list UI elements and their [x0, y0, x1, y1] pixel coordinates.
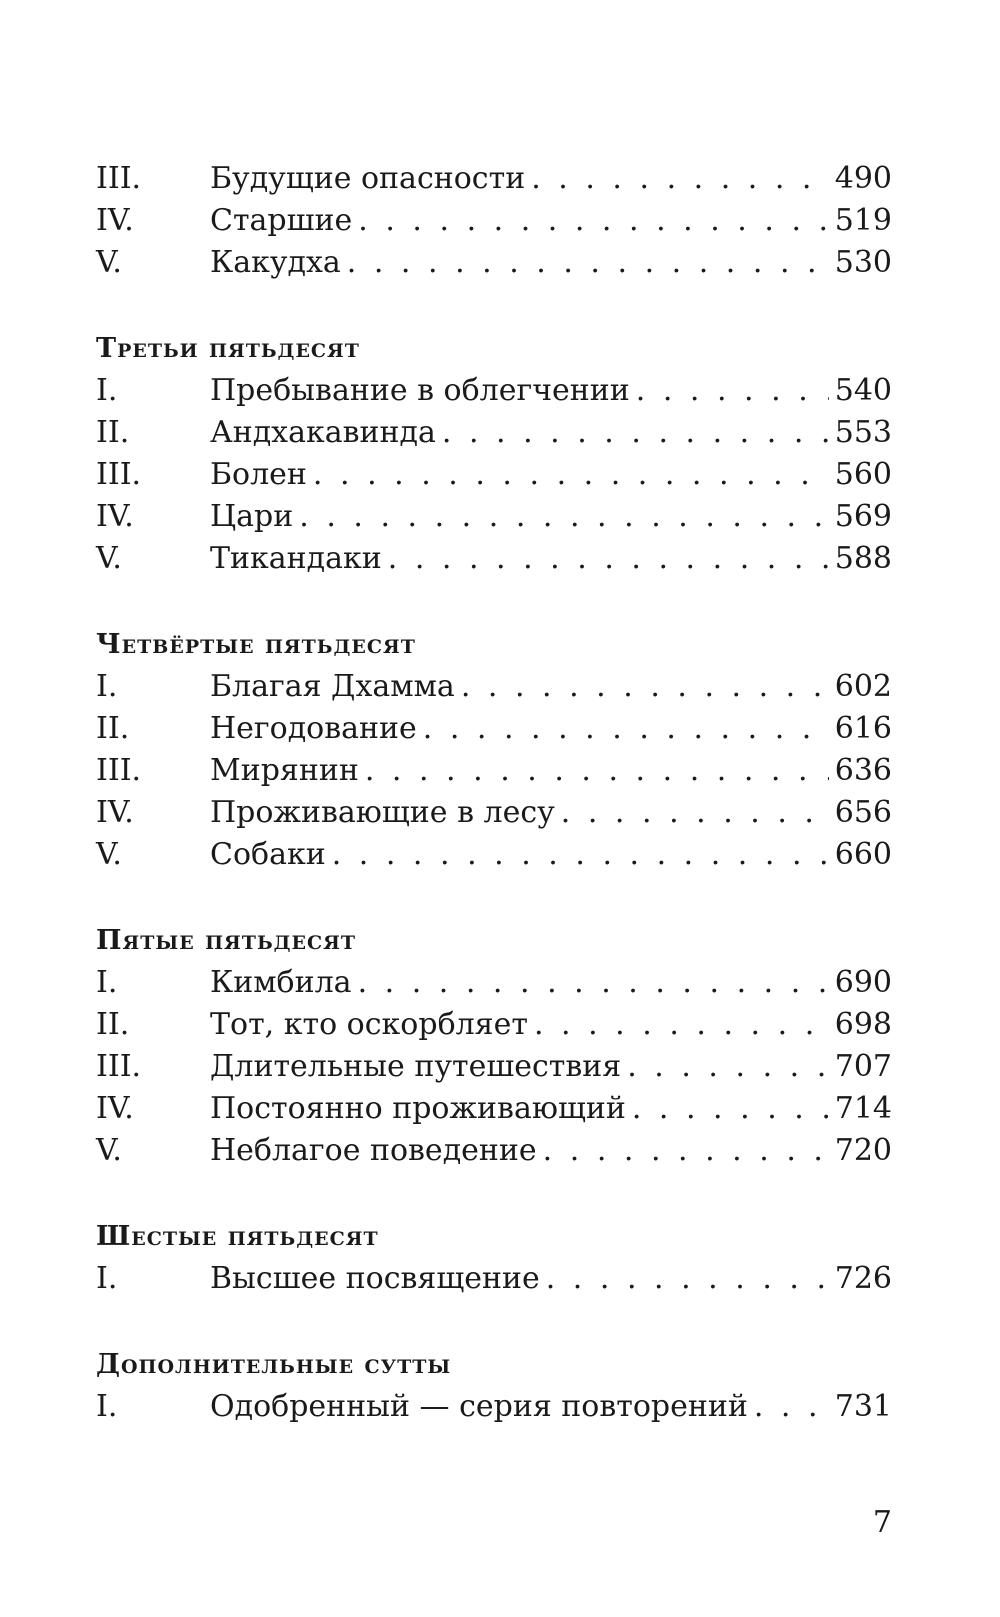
entry-page: 656	[834, 795, 892, 830]
dot-leader	[461, 666, 829, 708]
entry-title: Пребывание в облегчении	[210, 373, 630, 408]
entry-number: IV.	[96, 795, 134, 830]
toc-entry[interactable]	[96, 454, 892, 496]
entry-number: II.	[96, 711, 130, 746]
entry-title: Одобренный — серия повторений	[210, 1389, 748, 1424]
section-heading: Пятые пятьдесят	[96, 925, 357, 956]
toc-entry[interactable]	[96, 708, 892, 750]
dot-leader	[561, 792, 829, 834]
entry-number: I.	[96, 669, 118, 704]
entry-title: Высшее посвящение	[210, 1261, 540, 1296]
entry-number: II.	[96, 415, 130, 450]
toc-entry[interactable]	[96, 496, 892, 538]
dot-leader	[299, 496, 828, 538]
dot-leader	[754, 1386, 829, 1428]
dot-leader	[636, 370, 829, 412]
dot-leader	[313, 454, 829, 496]
toc-entry[interactable]	[96, 1386, 892, 1428]
entry-page: 588	[834, 541, 892, 576]
toc-entry[interactable]	[96, 1088, 892, 1130]
dot-leader	[347, 242, 829, 284]
toc-section-fifth-fifty	[96, 920, 892, 1172]
entry-title: Андхакавинда	[210, 415, 436, 450]
toc-entry[interactable]	[96, 834, 892, 876]
dot-leader	[388, 538, 829, 580]
toc-section-additional-suttas	[96, 1344, 892, 1428]
entry-number: V.	[96, 837, 122, 872]
toc-section-continued	[96, 158, 892, 284]
toc-entry[interactable]	[96, 1130, 892, 1172]
entry-title: Болен	[210, 457, 307, 492]
toc-entry[interactable]	[96, 1004, 892, 1046]
entry-page: 726	[834, 1261, 892, 1296]
entry-page: 707	[834, 1049, 892, 1084]
entry-page: 636	[834, 753, 892, 788]
entry-title: Тот, кто оскорбляет	[210, 1007, 528, 1042]
dot-leader	[534, 1004, 829, 1046]
section-heading: Четвёртые пятьдесят	[96, 629, 416, 660]
entry-title: Какудха	[210, 245, 341, 280]
section-heading: Шестые пятьдесят	[96, 1221, 379, 1252]
dot-leader	[423, 708, 829, 750]
toc-entry[interactable]	[96, 242, 892, 284]
toc-entry[interactable]	[96, 1046, 892, 1088]
dot-leader	[442, 412, 829, 454]
dot-leader	[531, 158, 829, 200]
entry-page: 690	[834, 965, 892, 1000]
toc-entry[interactable]	[96, 412, 892, 454]
toc-entry[interactable]	[96, 792, 892, 834]
entry-number: V.	[96, 245, 122, 280]
entry-number: IV.	[96, 499, 134, 534]
toc-entry[interactable]	[96, 200, 892, 242]
entry-page: 616	[834, 711, 892, 746]
entry-page: 569	[834, 499, 892, 534]
dot-leader	[546, 1258, 829, 1300]
dot-leader	[365, 750, 829, 792]
entry-title: Негодование	[210, 711, 417, 746]
toc-entry[interactable]	[96, 538, 892, 580]
entry-number: II.	[96, 1007, 130, 1042]
entry-title: Тикандаки	[210, 541, 382, 576]
entry-page: 490	[834, 161, 892, 196]
entry-title: Мирянин	[210, 753, 359, 788]
entry-page: 660	[834, 837, 892, 872]
entry-title: Старшие	[210, 203, 353, 238]
entry-number: III.	[96, 753, 142, 788]
entry-title: Проживающие в лесу	[210, 795, 555, 830]
entry-number: III.	[96, 457, 142, 492]
entry-page: 698	[834, 1007, 892, 1042]
toc-entry[interactable]	[96, 750, 892, 792]
entry-page: 530	[834, 245, 892, 280]
dot-leader	[358, 962, 829, 1004]
table-of-contents	[96, 158, 892, 1428]
entry-title: Кимбила	[210, 965, 352, 1000]
toc-entry[interactable]	[96, 370, 892, 412]
entry-title: Постоянно проживающий	[210, 1091, 626, 1126]
section-heading: Третьи пятьдесят	[96, 333, 360, 364]
toc-entry[interactable]	[96, 666, 892, 708]
entry-page: 553	[834, 415, 892, 450]
entry-title: Будущие опасности	[210, 161, 526, 196]
dot-leader	[332, 834, 829, 876]
entry-page: 720	[834, 1133, 892, 1168]
entry-title: Благая Дхамма	[210, 669, 455, 704]
dot-leader	[543, 1130, 829, 1172]
entry-number: I.	[96, 965, 118, 1000]
entry-title: Длительные путешествия	[210, 1049, 622, 1084]
toc-entry[interactable]	[96, 1258, 892, 1300]
entry-title: Цари	[210, 499, 294, 534]
entry-number: IV.	[96, 1091, 134, 1126]
entry-number: I.	[96, 1389, 118, 1424]
entry-title: Собаки	[210, 837, 326, 872]
toc-entry[interactable]	[96, 158, 892, 200]
entry-page: 560	[834, 457, 892, 492]
dot-leader	[627, 1046, 829, 1088]
entry-page: 714	[834, 1091, 892, 1126]
entry-page: 731	[834, 1389, 892, 1424]
entry-number: I.	[96, 1261, 118, 1296]
entry-number: V.	[96, 541, 122, 576]
entry-number: IV.	[96, 203, 134, 238]
page-number: 7	[872, 1505, 892, 1540]
toc-section-fourth-fifty	[96, 624, 892, 876]
toc-section-third-fifty	[96, 328, 892, 580]
entry-number: I.	[96, 373, 118, 408]
entry-number: V.	[96, 1133, 122, 1168]
entry-number: III.	[96, 1049, 142, 1084]
entry-page: 602	[834, 669, 892, 704]
entry-title: Неблагое поведение	[210, 1133, 537, 1168]
dot-leader	[358, 200, 828, 242]
section-heading: Дополнительные сутты	[96, 1349, 452, 1380]
toc-section-sixth-fifty	[96, 1216, 892, 1300]
entry-page: 540	[834, 373, 892, 408]
entry-page: 519	[834, 203, 892, 238]
dot-leader	[632, 1088, 829, 1130]
toc-entry[interactable]	[96, 962, 892, 1004]
entry-number: III.	[96, 161, 142, 196]
